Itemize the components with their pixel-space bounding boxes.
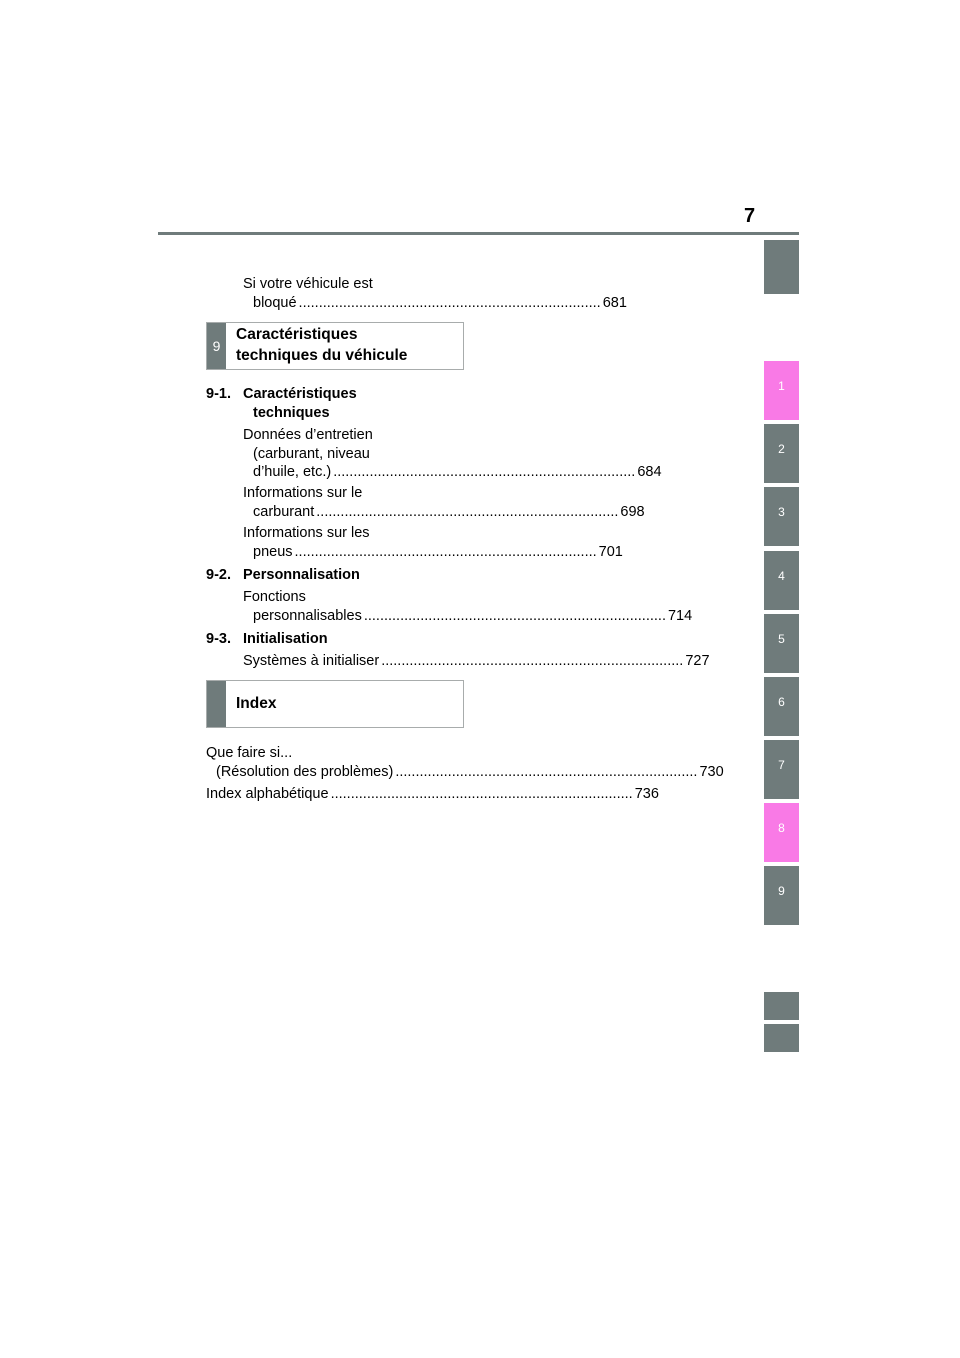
toc-entry-troubleshooting[interactable] <box>206 744 724 781</box>
index-bar <box>207 681 226 727</box>
section-number: 9-2. <box>206 567 231 583</box>
tab-chapter-5[interactable]: 5 <box>764 614 799 673</box>
section-number: 9-1. <box>206 386 231 402</box>
toc-entry-fuel-info[interactable] <box>243 484 645 521</box>
toc-page-number: 730 <box>699 763 724 780</box>
toc-entry-text: Que faire si... <box>206 745 293 761</box>
toc-entry-text: Si votre véhicule est <box>243 276 373 292</box>
header-rule <box>158 232 799 235</box>
section-title: Initialisation <box>243 631 328 647</box>
toc-entry-alphabetical-index[interactable] <box>206 785 659 804</box>
index-header[interactable] <box>206 680 464 728</box>
tab-chapter-4[interactable]: 4 <box>764 551 799 610</box>
section-title: techniques <box>253 404 330 421</box>
section-title: Personnalisation <box>243 567 360 583</box>
leader-dots: ........................................................................... <box>381 653 684 669</box>
tab-chapter-2[interactable]: 2 <box>764 424 799 483</box>
chapter-9-header[interactable] <box>206 322 464 370</box>
chapter-title: techniques du véhicule <box>236 347 408 364</box>
toc-page-number: 736 <box>634 786 659 802</box>
toc-page-number: 681 <box>602 294 627 311</box>
toc-page-number: 684 <box>637 464 662 480</box>
section-9-2[interactable] <box>206 566 360 585</box>
leader-dots: ........................................................................... <box>330 786 633 802</box>
toc-page-number: 701 <box>598 543 623 560</box>
leader-dots: ........................................................................... <box>333 464 636 480</box>
toc-entry-text: Informations sur les <box>243 525 370 541</box>
page-number: 7 <box>744 205 756 227</box>
toc-entry-text: Systèmes à initialiser <box>243 653 380 669</box>
toc-entry-text: d’huile, etc.) <box>253 464 332 480</box>
tab-chapter-6[interactable]: 6 <box>764 677 799 736</box>
toc-entry-text: Fonctions <box>243 589 306 605</box>
toc-page-number: 714 <box>667 607 693 624</box>
toc-entry-text: Index alphabétique <box>206 786 329 802</box>
tab-chapter-3[interactable]: 3 <box>764 487 799 546</box>
tab-blank-lower-2[interactable] <box>764 1024 799 1052</box>
toc-entry-text: personnalisables <box>253 607 362 624</box>
leader-dots: ........................................................................... <box>363 607 666 624</box>
toc-entry-text: Données d’entretien <box>243 427 373 443</box>
toc-entry-maintenance-data[interactable] <box>243 426 662 482</box>
toc-page-number: 698 <box>620 503 645 520</box>
toc-entry-text: pneus <box>253 543 293 560</box>
tab-chapter-1[interactable]: 1 <box>764 361 799 420</box>
toc-entry-custom-features[interactable] <box>243 588 693 625</box>
section-number: 9-3. <box>206 631 231 647</box>
toc-entry-text: bloqué <box>253 294 297 311</box>
tab-chapter-7[interactable]: 7 <box>764 740 799 799</box>
toc-entry-text: carburant <box>253 503 315 520</box>
toc-entry-initialize-systems[interactable] <box>243 652 710 671</box>
tab-chapter-9[interactable]: 9 <box>764 866 799 925</box>
leader-dots: ........................................................................... <box>298 294 601 311</box>
toc-entry-text: (Résolution des problèmes) <box>216 763 394 780</box>
toc-entry-stuck-vehicle[interactable] <box>243 275 627 312</box>
chapter-number: 9 <box>207 323 226 369</box>
chapter-title: Caractéristiques <box>236 326 358 343</box>
leader-dots: ........................................................................... <box>316 503 619 520</box>
section-9-1[interactable] <box>206 385 357 422</box>
tab-blank-top[interactable] <box>764 240 799 294</box>
section-title: Caractéristiques <box>243 386 357 402</box>
toc-page-number: 727 <box>685 653 710 669</box>
index-title: Index <box>236 695 277 712</box>
tab-blank-lower-1[interactable] <box>764 992 799 1020</box>
section-9-3[interactable] <box>206 630 328 649</box>
toc-entry-tire-info[interactable] <box>243 524 623 561</box>
toc-entry-text: (carburant, niveau <box>253 445 370 462</box>
toc-entry-text: Informations sur le <box>243 485 363 501</box>
leader-dots: ........................................................................... <box>294 543 597 560</box>
leader-dots: ........................................................................... <box>395 763 698 780</box>
tab-chapter-8[interactable]: 8 <box>764 803 799 862</box>
